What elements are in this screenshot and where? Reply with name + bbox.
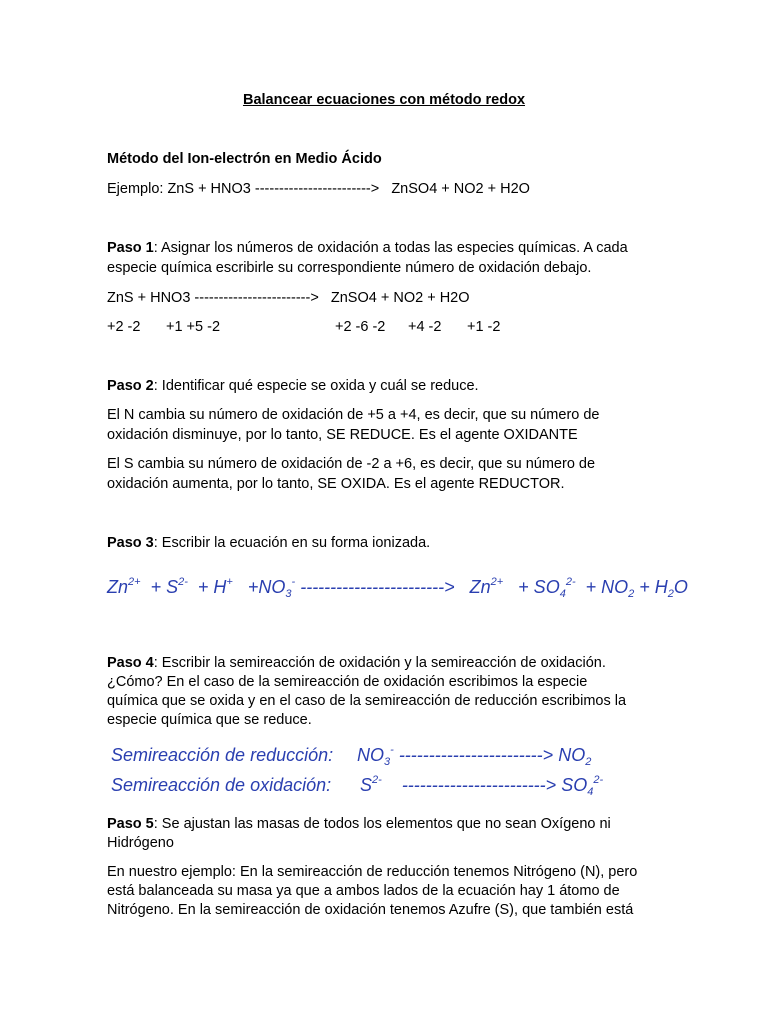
ion-h2o-o: O — [673, 577, 688, 597]
ion-s: + S — [150, 577, 179, 597]
ion-h2o-sub: 2 — [667, 588, 674, 600]
ox-product: SO — [561, 775, 588, 795]
ion-so4-sub: 4 — [559, 588, 566, 600]
paso5-text: : Se ajustan las masas de todos los elementos que no sean Oxígeno ni — [153, 816, 611, 832]
ion-so4-charge: 2- — [565, 576, 576, 588]
ox-reactant-charge: 2- — [372, 774, 382, 786]
ion-so4: + SO — [518, 577, 560, 597]
ox-znso4: +2 -6 -2 — [335, 319, 386, 335]
paso4-text: : Escribir la semireacción de oxidación y la semireacción de oxidación. — [153, 655, 606, 671]
paso2-line — [107, 377, 479, 396]
ion-no2-sub: 2 — [628, 588, 635, 600]
red-reactant-sub: 3 — [384, 756, 391, 768]
paso5-p-line1: En nuestro ejemplo: En la semireacción de reducción tenemos Nitrógeno (N), pero — [107, 864, 638, 880]
paso2-label: Paso 2 — [107, 378, 154, 394]
ion-h-charge: + — [226, 576, 233, 588]
page-title: Balancear ecuaciones con método redox — [242, 92, 526, 108]
paso5-label: Paso 5 — [107, 816, 154, 832]
red-reactant-charge: - — [390, 744, 394, 756]
ion-no3-sub: 3 — [285, 588, 292, 600]
paso1-eq-left: ZnS + HNO3 ------------------------> — [107, 290, 319, 306]
ion-zn: Zn — [107, 577, 129, 597]
ion-no3-charge: - — [291, 576, 296, 588]
example-left: Ejemplo: ZnS + HNO3 ------------------------> — [107, 181, 380, 197]
example-right: ZnSO4 + NO2 + H2O — [391, 181, 530, 197]
red-product: NO — [558, 745, 586, 765]
paso2-p2-line1: El S cambia su número de oxidación de -2 a +6, es decir, que su número de — [107, 456, 596, 472]
ox-product-charge: 2- — [593, 774, 604, 786]
paso3-text: : Escribir la ecuación en su forma ionizada. — [153, 535, 431, 551]
ox-product-sub: 4 — [587, 786, 594, 798]
paso4-line4: especie química que se reduce. — [107, 712, 312, 728]
paso1-text: : Asignar los números de oxidación a todas las especies químicas. A cada — [153, 240, 628, 256]
ion-arrow: ------------------------> — [300, 577, 455, 597]
paso3-label: Paso 3 — [107, 535, 154, 551]
paso5-line1 — [107, 815, 611, 834]
ox-arrow: ------------------------> — [401, 775, 557, 795]
example-equation — [107, 180, 530, 199]
red-arrow: ------------------------> — [398, 745, 554, 765]
paso2-p1-line1: El N cambia su número de oxidación de +5 a +4, es decir, que su número de — [107, 407, 600, 423]
ox-hno3: +1 +5 -2 — [166, 319, 221, 335]
paso1-equation — [107, 289, 470, 308]
ion-h: + H — [197, 577, 227, 597]
paso4-line1 — [107, 654, 606, 673]
paso1-eq-right: ZnSO4 + NO2 + H2O — [330, 290, 470, 306]
paso5-line2: Hidrógeno — [107, 835, 174, 851]
paso5-p-line3: Nitrógeno. En la semireacción de oxidación tenemos Azufre (S), que también está — [107, 902, 634, 918]
paso2-p1-line2: oxidación disminuye, por lo tanto, SE REDUCE. Es el agente OXIDANTE — [107, 427, 578, 443]
ion-no2: + NO — [585, 577, 629, 597]
ox-zns: +2 -2 — [107, 319, 141, 335]
ion-zn-charge: 2+ — [128, 576, 141, 588]
red-product-sub: 2 — [585, 756, 592, 768]
reduction-equation — [357, 744, 591, 766]
ion-s-charge: 2- — [178, 576, 188, 588]
paso2-p2-line2: oxidación aumenta, por lo tanto, SE OXIDA. Es el agente REDUCTOR. — [107, 476, 565, 492]
paso1-line2: especie química escribirle su correspondiente número de oxidación debajo. — [107, 260, 592, 276]
paso4-line3: química que se oxida y en el caso de la semireacción de reducción escribimos la — [107, 693, 627, 709]
section-heading: Método del Ion-electrón en Medio Ácido — [107, 151, 382, 167]
oxidation-equation — [360, 774, 603, 796]
paso4-line2: ¿Cómo? En el caso de la semireacción de oxidación escribimos la especie — [107, 674, 588, 690]
ion-zn-product: Zn — [469, 577, 491, 597]
paso5-p-line2: está balanceada su masa ya que a ambos lados de la ecuación hay 1 átomo de — [107, 883, 620, 899]
oxidation-numbers — [107, 318, 627, 337]
paso1-label: Paso 1 — [107, 240, 154, 256]
ox-reactant: S — [360, 775, 373, 795]
paso3-line — [107, 534, 430, 553]
ox-h2o: +1 -2 — [467, 319, 501, 335]
reduction-label: Semireacción de reducción: — [111, 745, 334, 765]
red-reactant: NO — [357, 745, 384, 765]
oxidation-label: Semireacción de oxidación: — [111, 775, 332, 795]
paso4-label: Paso 4 — [107, 655, 154, 671]
ion-zn-product-charge: 2+ — [490, 576, 504, 588]
paso2-text: : Identificar qué especie se oxida y cuál se reduce. — [153, 378, 479, 394]
ion-no3: +NO — [247, 577, 286, 597]
paso1-line1 — [107, 239, 628, 258]
ox-no2: +4 -2 — [408, 319, 442, 335]
ionic-equation — [107, 576, 688, 598]
ion-h2o: + H — [639, 577, 668, 597]
